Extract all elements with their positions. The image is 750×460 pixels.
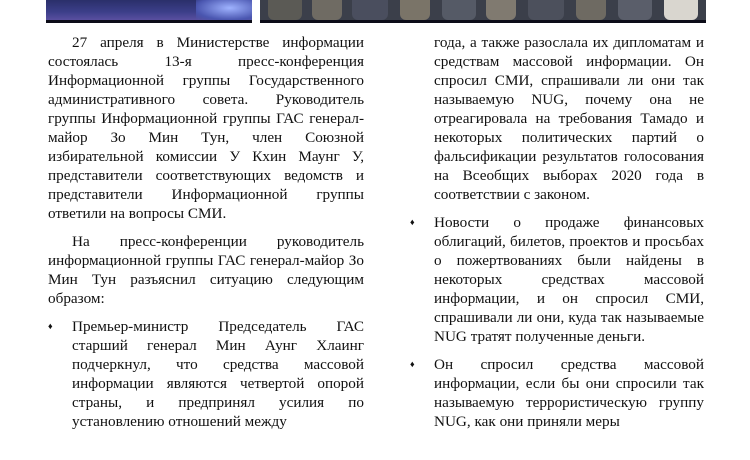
person-figure (352, 0, 388, 20)
press-conference-photo-left (46, 0, 252, 23)
person-figure (576, 0, 606, 20)
person-figure (486, 0, 516, 20)
person-figure (528, 0, 564, 20)
statement-intro-paragraph: На пресс-конференции руководитель информационной группы ГАС генерал-майор Зо Мин Тун разъяснил ситуацию следующим образом: (48, 233, 364, 307)
right-text-column (410, 33, 704, 431)
intro-paragraph: 27 апреля в Министерстве информации состоялась 13-я пресс-конференция Информационной группы Государственного административного совета. Руководитель группы Информационной группы ГАС генерал-майор Зо Мин Тун, член Союзной избирательной комиссии У Кхин Маунг У, представители соответствующих ведомств и представители Информационной группы ответили на вопросы СМИ. (48, 34, 364, 222)
bullet-diamond-icon: ♦ (410, 217, 415, 227)
person-figure (664, 0, 698, 20)
bullet-item (410, 213, 704, 346)
bullet-text: года, а также разослала их дипломатам и средствам массовой информации. Он спросил СМИ, спрашивали ли они так называемую NUG, почему она не отреагировала на требования Тамадо и некоторых политических партий о фальсификации результатов голосования на Всеобщих выборах 2020 года в соответствии с законом. (434, 34, 704, 203)
bullet-diamond-icon: ♦ (48, 321, 53, 331)
left-text-column (48, 33, 364, 431)
bullet-item (410, 355, 704, 431)
person-figure (400, 0, 430, 20)
stage-light (196, 0, 252, 20)
person-figure (268, 0, 302, 20)
person-figure (442, 0, 476, 20)
bullet-diamond-icon: ♦ (410, 359, 415, 369)
bullet-text: Он спросил средства массовой информации, если бы они спросили так называемую террористическую группу NUG, как они приняли меры (434, 356, 704, 430)
bullet-item (48, 317, 364, 431)
person-figure (618, 0, 652, 20)
bullet-text: Новости о продаже финансовых облигаций, билетов, проектов и просьбах о пожертвованиях были найдены в некоторых средствах массовой информации, и он спросил СМИ, спрашивали ли они, куда так называемые NUG тратят полученные деньги. (434, 214, 704, 345)
bullet-item-continued (410, 33, 704, 204)
bullet-text: Премьер-министр Председатель ГАС старший генерал Мин Аунг Хлаинг подчеркнул, что средства массовой информации являются четвертой опорой страны, и предпринял усилия по установлению отношений между (72, 318, 364, 430)
person-figure (312, 0, 342, 20)
press-conference-photo-right (260, 0, 706, 23)
